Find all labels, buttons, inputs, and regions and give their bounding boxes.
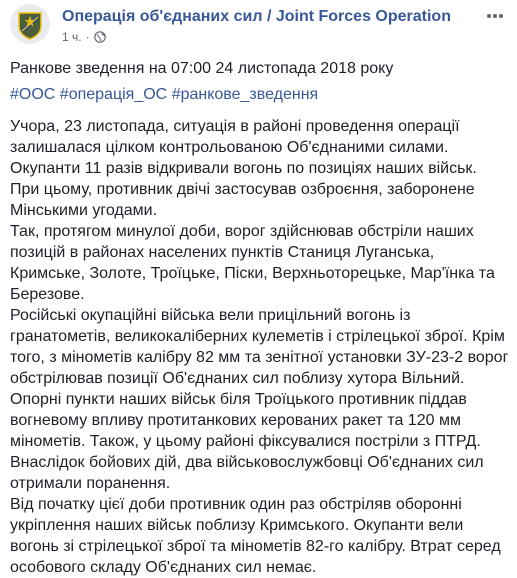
- post-timestamp[interactable]: 1 ч.: [62, 30, 82, 44]
- post-hashtags: [10, 84, 510, 106]
- post-paragraph: Окупанти 11 разів відкривали вогонь по позиціях наших військ. При цьому, противник двічі застосував озброєння, заборонене Мінськими угодами.: [10, 160, 477, 219]
- post-paragraph: Від початку цієї доби противник один раз обстріляв оборонні укріплення наших військ поблизу Кримського. Окупанти вели вогонь зі стрілецької зброї та мінометів 82-го калібру. Втрат серед особового складу Об'єднаних сил немає.: [10, 496, 501, 576]
- post-paragraph: Так, протягом минулої доби, ворог здійснював обстріли наших позицій в районах населених пунктів Станиця Луганська, Кримське, Золоте, Троїцьке, Піски, Верхньоторецьке, Мар'їнка та Березове.: [10, 223, 495, 303]
- globe-icon[interactable]: [94, 31, 106, 43]
- meta-separator: ·: [85, 30, 90, 44]
- post-header: [10, 4, 507, 48]
- post-body: [10, 58, 510, 578]
- hashtag-link[interactable]: #ранкове_зведення: [171, 86, 319, 103]
- more-options-icon[interactable]: [483, 6, 507, 26]
- page-avatar[interactable]: [10, 4, 50, 44]
- hashtag-link[interactable]: #операція_ОС: [59, 86, 168, 103]
- hashtag-link[interactable]: #ООС: [10, 86, 56, 103]
- post-paragraph: Російські окупаційні війська вели прицільний вогонь із гранатометів, великокаліберних кулеметів і стрілецької зброї. Крім того, з мінометів калібру 82 мм та зенітної установки ЗУ-23-2 ворог обстрілював позиції Об'єднаних сил поблизу хутора Вільний. Опорні пункти наших військ біля Троїцького противник піддав вогневому впливу протитанкових керованих ракет та 120 мм мінометів. Також, у цьому районі фіксувалися постріли з ПТРД. Внаслідок бойових дій, два військовослужбовці Об'єднаних сил отримали поранення.: [10, 307, 509, 492]
- post-paragraph: Учора, 23 листопада, ситуація в районі проведення операції залишалася цілком контрольованою Об'єднаними силами.: [10, 118, 460, 156]
- post-meta: [62, 30, 106, 44]
- page-name-link[interactable]: Операція об'єднаних сил / Joint Forces Operation: [62, 8, 451, 25]
- joint-forces-emblem-icon: [10, 4, 50, 44]
- post-title: Ранкове зведення на 07:00 24 листопада 2018 року: [10, 60, 394, 77]
